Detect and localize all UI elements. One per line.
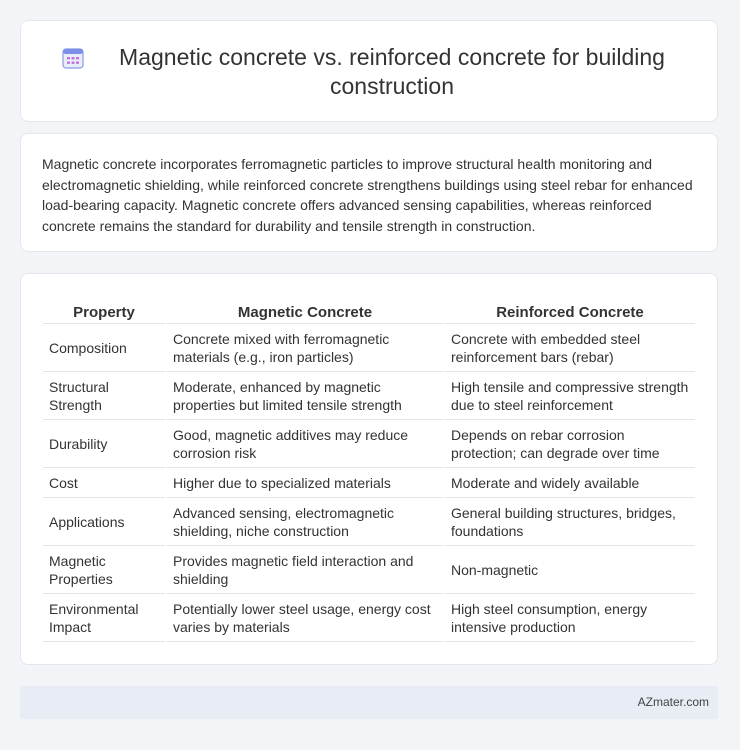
table-row (43, 420, 695, 468)
row-magnetic: Advanced sensing, electromagnetic shielding, niche construction (167, 498, 443, 546)
row-reinforced: General building structures, bridges, foundations (445, 498, 695, 546)
row-magnetic: Higher due to specialized materials (167, 468, 443, 498)
header-reinforced-concrete: Reinforced Concrete (445, 294, 695, 324)
row-reinforced: High steel consumption, energy intensive production (445, 594, 695, 642)
row-magnetic: Concrete mixed with ferromagnetic materials (e.g., iron particles) (167, 324, 443, 372)
table-row (43, 546, 695, 594)
row-reinforced: Concrete with embedded steel reinforcement bars (rebar) (445, 324, 695, 372)
row-reinforced: Moderate and widely available (445, 468, 695, 498)
title-card (20, 20, 718, 122)
footer-brand-link[interactable]: AZmater.com (637, 695, 709, 709)
comparison-table-card (20, 273, 718, 665)
row-reinforced: High tensile and compressive strength due to steel reinforcement (445, 372, 695, 420)
row-magnetic: Potentially lower steel usage, energy cost varies by materials (167, 594, 443, 642)
row-magnetic: Moderate, enhanced by magnetic properties but limited tensile strength (167, 372, 443, 420)
header-property: Property (43, 294, 165, 324)
table-row (43, 468, 695, 498)
row-property: Composition (43, 324, 165, 372)
summary-text: Magnetic concrete incorporates ferromagnetic particles to improve structural health monitoring and electromagnetic shielding, while reinforced concrete strengthens buildings using steel rebar for enhanced load-bearing capacity. Magnetic concrete offers advanced sensing capabilities, whereas reinforced concrete remains the standard for durability and tensile strength in construction. (42, 156, 693, 234)
row-magnetic: Good, magnetic additives may reduce corrosion risk (167, 420, 443, 468)
row-property: Structural Strength (43, 372, 165, 420)
comparison-table (41, 294, 697, 642)
row-property: Environmental Impact (43, 594, 165, 642)
table-row (43, 498, 695, 546)
row-property: Applications (43, 498, 165, 546)
page-title: Magnetic concrete vs. reinforced concrete for building construction (119, 44, 665, 99)
row-reinforced: Non-magnetic (445, 546, 695, 594)
row-property: Durability (43, 420, 165, 468)
summary-card (20, 133, 718, 252)
row-magnetic: Provides magnetic field interaction and shielding (167, 546, 443, 594)
row-reinforced: Depends on rebar corrosion protection; can degrade over time (445, 420, 695, 468)
table-row (43, 324, 695, 372)
footer-bar (20, 686, 718, 719)
row-property: Magnetic Properties (43, 546, 165, 594)
row-property: Cost (43, 468, 165, 498)
table-row (43, 372, 695, 420)
header-magnetic-concrete: Magnetic Concrete (167, 294, 443, 324)
table-row (43, 594, 695, 642)
